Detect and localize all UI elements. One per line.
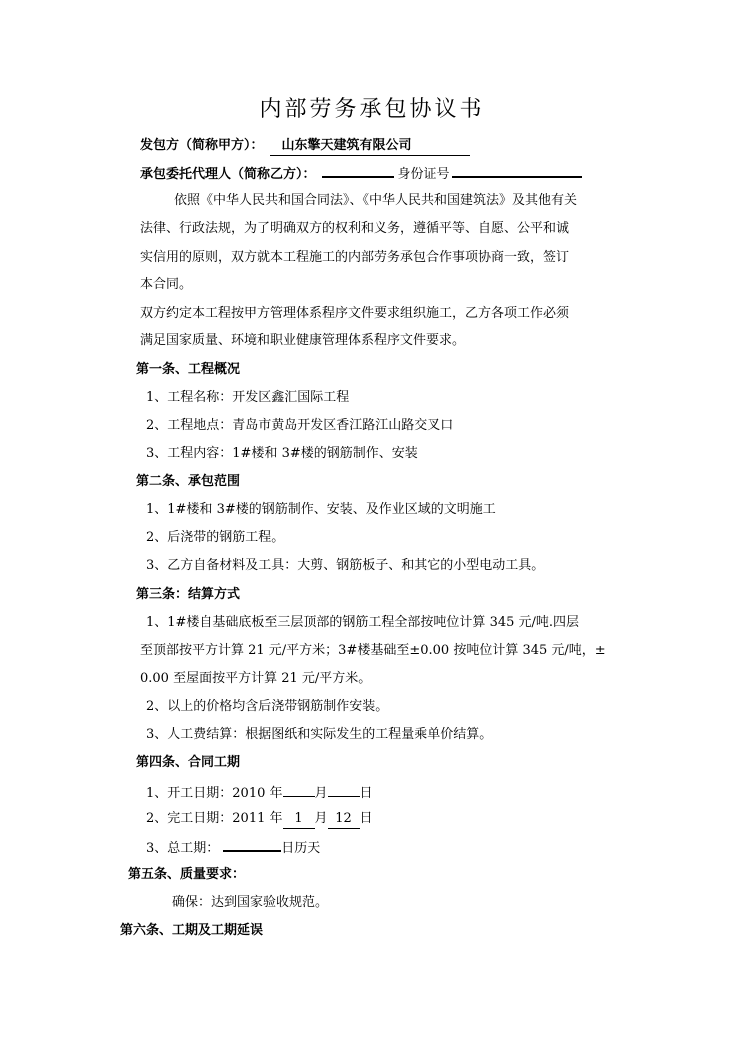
intro-line-1: 依照《中华人民共和国合同法》、《中华人民共和国建筑法》及其他有关: [174, 193, 578, 208]
start-month-blank: [283, 782, 315, 797]
article-3-item-1a: 1、1#楼自基础底板至三层顶部的钢筋工程全部按吨位计算 345 元/吨.四层: [146, 615, 580, 630]
start-date-label: 1、开工日期：2010 年: [146, 786, 283, 801]
intro-line-6: 满足国家质量、环境和职业健康管理体系程序文件要求。: [140, 333, 466, 348]
party-b-id-label: 身份证号: [397, 167, 450, 182]
intro-line-3: 实信用的原则，双方就本工程施工的内部劳务承包合作事项协商一致，签订: [140, 250, 570, 265]
party-b-id-blank: [452, 164, 582, 178]
party-b-name-blank: [322, 164, 394, 178]
article-1-item-3: 3、工程内容：1#楼和 3#楼的钢筋制作、安装: [146, 446, 418, 461]
party-b-line: [140, 164, 582, 184]
intro-line-5: 双方约定本工程按甲方管理体系程序文件要求组织施工，乙方各项工作必须: [140, 306, 570, 321]
article-5-text: 确保：达到国家验收规范。: [172, 895, 329, 910]
start-day-blank: [328, 782, 360, 797]
end-day-unit: 日: [359, 811, 373, 826]
article-1-heading: 第一条、工程概况: [136, 362, 241, 377]
total-duration-line: [146, 838, 320, 858]
article-5-heading: 第五条、质量要求：: [128, 867, 246, 882]
article-2-heading: 第二条、承包范围: [136, 474, 241, 489]
party-a-line: [140, 137, 470, 156]
start-date-line: [146, 782, 373, 803]
article-6-heading: 第六条、工期及工期延误: [120, 923, 264, 938]
article-3-item-3: 3、人工费结算：根据图纸和实际发生的工程量乘单价结算。: [146, 727, 493, 742]
article-4-heading: 第四条、合同工期: [136, 755, 241, 770]
article-3-item-1b: 至顶部按平方计算 21 元/平方米；3#楼基础至±0.00 按吨位计算 345 元/吨，±: [140, 643, 606, 658]
total-duration-label: 3、总工期：: [146, 841, 220, 856]
article-3-item-2: 2、以上的价格均含后浇带钢筋制作安装。: [146, 699, 389, 714]
intro-line-4: 本合同。: [140, 277, 193, 292]
end-month-unit: 月: [314, 811, 328, 826]
article-1-item-1: 1、工程名称：开发区鑫汇国际工程: [146, 390, 350, 405]
total-duration-unit: 日历天: [281, 841, 321, 856]
page-title: 内部劳务承包协议书: [259, 97, 485, 122]
start-month-unit: 月: [314, 786, 328, 801]
end-month-value: 1: [283, 810, 315, 829]
total-duration-blank: [223, 838, 281, 852]
end-date-label: 2、完工日期：2011 年: [146, 811, 283, 826]
article-2-item-3: 3、乙方自备材料及工具：大剪、钢筋板子、和其它的小型电动工具。: [146, 558, 545, 573]
party-b-label: 承包委托代理人（简称乙方）：: [140, 167, 316, 182]
intro-line-2: 法律、行政法规，为了明确双方的权利和义务，遵循平等、自愿、公平和诚: [140, 221, 570, 236]
start-day-unit: 日: [359, 786, 373, 801]
end-day-value: 12: [328, 810, 360, 829]
end-date-line: [146, 810, 373, 829]
article-3-heading: 第三条：结算方式: [136, 587, 241, 602]
article-3-item-1c: 0.00 至屋面按平方计算 21 元/平方米。: [140, 671, 372, 686]
article-1-item-2: 2、工程地点：青岛市黄岛开发区香江路江山路交叉口: [146, 418, 454, 433]
party-a-value: 山东擎天建筑有限公司: [270, 137, 470, 156]
article-2-item-1: 1、1#楼和 3#楼的钢筋制作、安装、及作业区域的文明施工: [146, 502, 496, 517]
article-2-item-2: 2、后浇带的钢筋工程。: [146, 530, 285, 545]
party-a-label: 发包方（简称甲方）：: [140, 138, 264, 153]
